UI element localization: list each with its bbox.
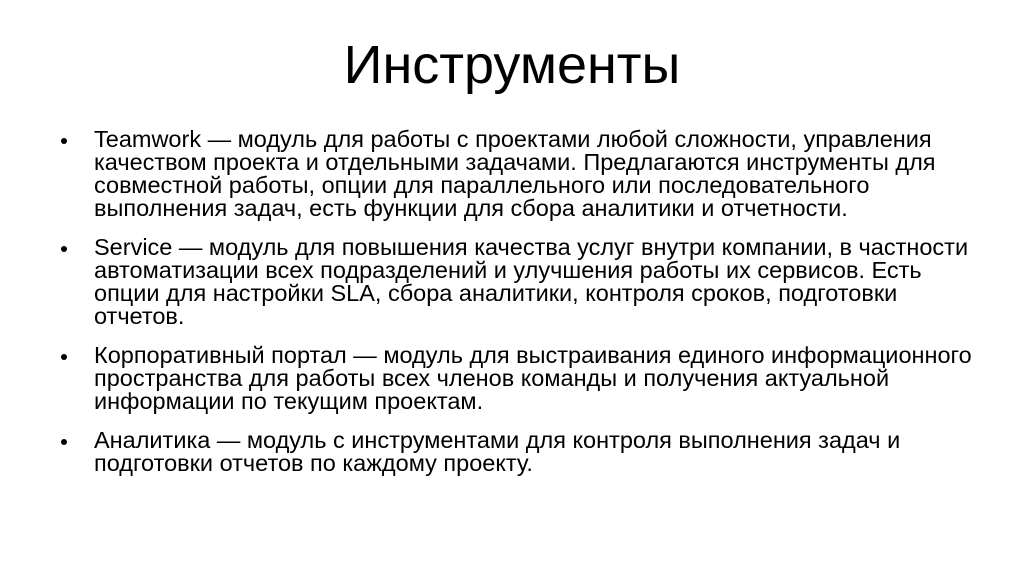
bullet-dot-icon <box>61 354 67 360</box>
bullet-dot-icon <box>61 439 67 445</box>
bullet-text: Teamwork — модуль для работы с проектами любой сложности, управления качеством проекта и отдельными задачами. Предлагаются инструменты для совместной работы, опции для параллельного или последовательного выполнения задач, есть функции для сбора аналитики и отчетности. <box>94 126 936 221</box>
bullet-list <box>56 128 976 475</box>
bullet-item-analytics <box>56 429 976 475</box>
bullet-text: Корпоративный портал — модуль для выстраивания единого информационного пространства для работы всех членов команды и получения актуальной информации по текущим проектам. <box>94 342 972 414</box>
bullet-item-service <box>56 236 976 328</box>
bullet-text: Аналитика — модуль с инструментами для контроля выполнения задач и подготовки отчетов по каждому проекту. <box>94 427 901 476</box>
bullet-text: Service — модуль для повышения качества услуг внутри компании, в частности автоматизации всех подразделений и улучшения работы их сервисов. Есть опции для настройки SLA, сбора аналитики, контроля сроков, подготовки отчетов. <box>94 234 969 329</box>
bullet-item-teamwork <box>56 128 976 220</box>
slide-title: Инструменты <box>343 35 681 95</box>
bullet-dot-icon <box>61 138 67 144</box>
bullet-dot-icon <box>61 246 67 252</box>
bullet-item-portal <box>56 344 976 413</box>
